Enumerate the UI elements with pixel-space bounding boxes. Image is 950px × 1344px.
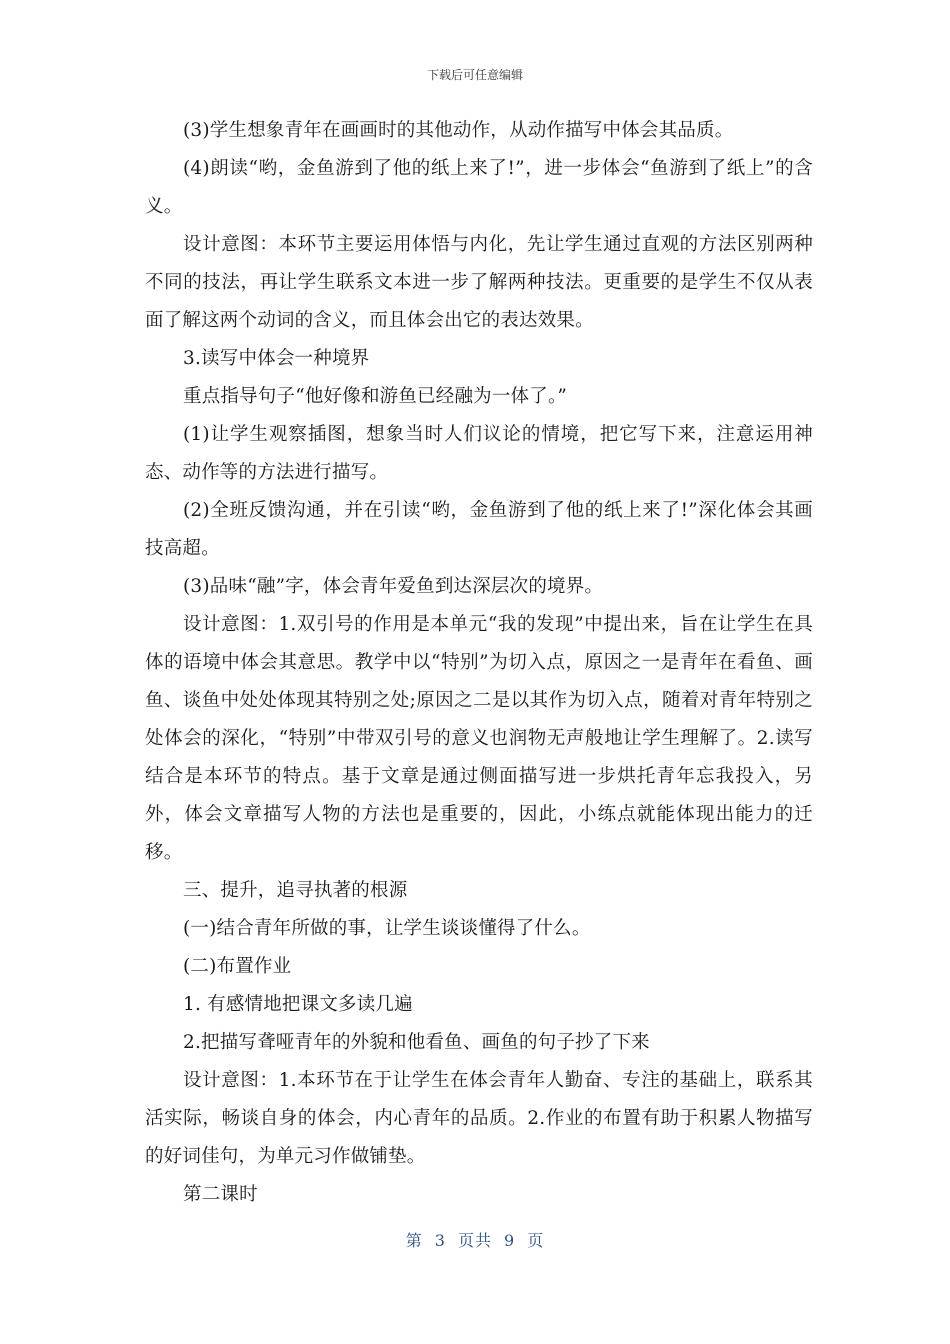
footer-suffix: 页	[527, 1231, 545, 1250]
paragraph: (4)朗读“哟，金鱼游到了他的纸上来了!”，进一步体会“鱼游到了纸上”的含义。	[145, 158, 813, 217]
list-item: 2.把描写聋哑青年的外貌和他看鱼、画鱼的句子抄了下来	[183, 1032, 650, 1053]
paragraph: (3)学生想象青年在画画时的其他动作，从动作描写中体会其品质。	[183, 120, 734, 141]
paragraph: (二)布置作业	[183, 956, 292, 977]
footer-total-pages: 9	[504, 1231, 516, 1250]
page-footer	[0, 1228, 950, 1251]
paragraph: (2)全班反馈沟通，并在引读“哟，金鱼游到了他的纸上来了!”深化体会其画技高超。	[145, 500, 813, 559]
section-heading: 第二课时	[183, 1184, 258, 1205]
paragraph: (3)品味“融”字，体会青年爱鱼到达深层次的境界。	[183, 576, 604, 597]
paragraph: 设计意图：1.本环节在于让学生在体会青年人勤奋、专注的基础上，联系其活实际，畅谈自身的体会，内心青年的品质。2.作业的布置有助于积累人物描写的好词佳句，为单元习作做铺垫。	[145, 1070, 813, 1167]
footer-middle: 页共	[457, 1231, 492, 1250]
document-body	[145, 112, 813, 1214]
section-heading: 三、提升，追寻执著的根源	[183, 880, 408, 901]
footer-prefix: 第	[405, 1231, 423, 1250]
paragraph: 设计意图：本环节主要运用体悟与内化，先让学生通过直观的方法区别两种不同的技法，再让学生联系文本进一步了解两种技法。更重要的是学生不仅从表面了解这两个动词的含义，而且体会出它的表达效果。	[145, 234, 813, 331]
section-heading: 3.读写中体会一种境界	[183, 348, 370, 369]
list-item: 1. 有感情地把课文多读几遍	[183, 994, 413, 1015]
page-header: 下载后可任意编辑	[426, 68, 523, 82]
paragraph: 设计意图：1.双引号的作用是本单元“我的发现”中提出来，旨在让学生在具体的语境中体会其意思。教学中以“特别”为切入点，原因之一是青年在看鱼、画鱼、谈鱼中处处体现其特别之处;原因之二是以其作为切入点，随着对青年特别之处体会的深化，“特别”中带双引号的意义也润物无声般地让学生理解了。2.读写结合是本环节的特点。基于文章是通过侧面描写进一步烘托青年忘我投入，另外，体会文章描写人物的方法也是重要的，因此，小练点就能体现出能力的迁移。	[145, 614, 813, 863]
footer-page-number: 3	[434, 1231, 446, 1250]
paragraph: 重点指导句子“他好像和游鱼已经融为一体了。”	[183, 386, 568, 407]
paragraph: (一)结合青年所做的事，让学生谈谈懂得了什么。	[183, 918, 591, 939]
paragraph: (1)让学生观察插图，想象当时人们议论的情境，把它写下来，注意运用神态、动作等的方法进行描写。	[145, 424, 813, 483]
